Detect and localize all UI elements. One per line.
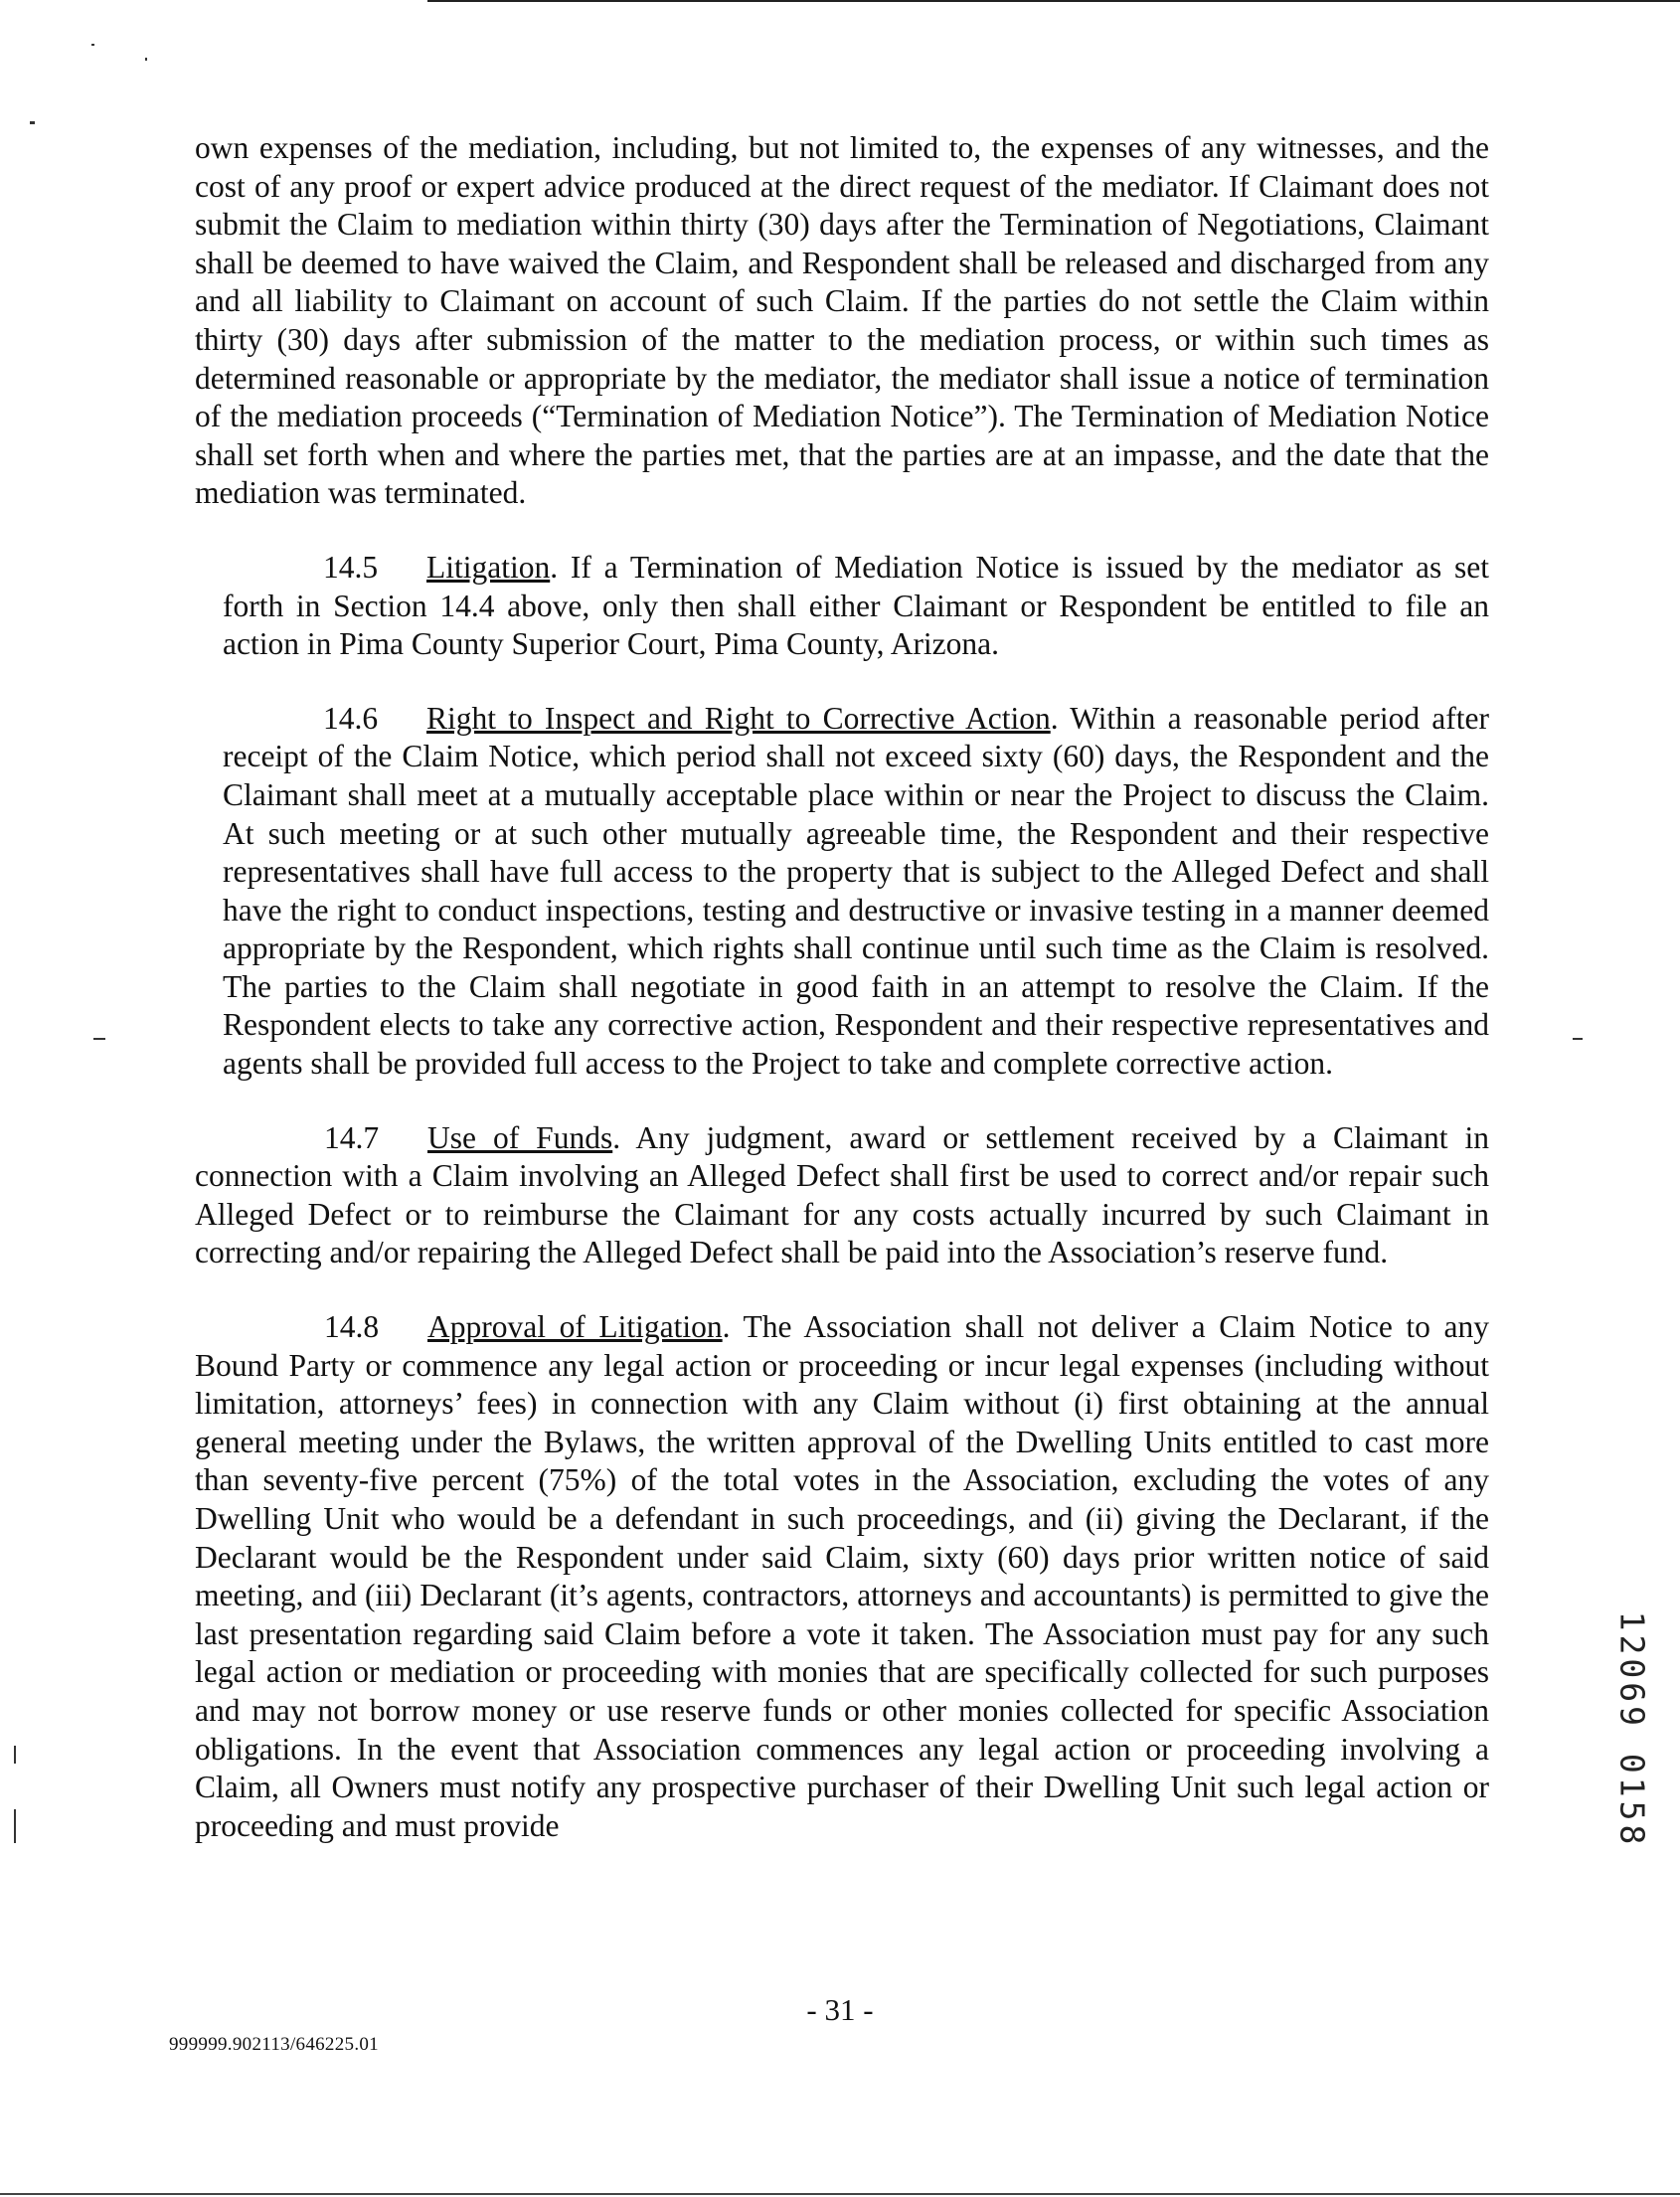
scan-mark (14, 1746, 16, 1764)
continuation-paragraph: own expenses of the mediation, including, but not limited to, the expenses of any witnesses, and the cost of any proof or expert advice produced at the direct request of the mediator. If Claimant does not submit the Claim to mediation within thirty (30) days after the Termination of Negotiations, Claimant shall be deemed to have waived the Claim, and Respondent shall be released and discharged from any and all liability to Claimant on account of such Claim. If the parties do not settle the Claim within thirty (30) days after submission of the matter to the mediation process, or within such times as determined reasonable or appropriate by the mediator, the mediator shall issue a notice of termination of the mediation proceeds (“Termination of Mediation Notice”). The Termination of Mediation Notice shall set forth when and where the parties met, that the parties are at an impasse, and the date that the mediation was terminated. (195, 130, 1489, 511)
scan-mark (145, 58, 147, 61)
bottom-border-line (0, 2193, 1680, 2195)
recording-stamp (1602, 1601, 1662, 1859)
section-body: . The Association shall not deliver a Claim Notice to any Bound Party or commence any legal action or proceeding or incur legal expenses (including without limitation, attorneys’ fees) in connection with any Claim without (i) first obtaining at the annual general meeting under the Bylaws, the written approval of the Dwelling Units entitled to cast more than seventy-five percent (75%) of the total votes in the Association, excluding the votes of any Dwelling Unit who would be a defendant in such proceedings, and (ii) giving the Declarant, if the Declarant would be the Respondent under said Claim, sixty (60) days prior written notice of said meeting, and (iii) Declarant (it’s agents, contractors, attorneys and accountants) is permitted to give the last presentation regarding said Claim before a vote it taken. The Association must pay for any such legal action or mediation or proceeding with monies that are specifically collected for such purposes and may not borrow money or use reserve funds or other monies collected for specific Association obligations. In the event that Association commences any legal action or proceeding involving a Claim, all Owners must notify any prospective purchaser of their Dwelling Unit such legal action or proceeding and must provide (195, 1309, 1489, 1843)
section-heading: Right to Inspect and Right to Corrective Action (426, 700, 1051, 736)
recording-stamp-number: 12069 0158 (1612, 1610, 1652, 1849)
section-14-8 (195, 1308, 1489, 1845)
section-heading: Approval of Litigation (427, 1309, 723, 1345)
scan-mark (1573, 1038, 1583, 1040)
document-body (195, 129, 1489, 1845)
scan-mark (30, 121, 35, 124)
top-border-line (427, 0, 1680, 2)
section-number: 14.7 (324, 1119, 380, 1155)
section-14-7 (195, 1119, 1489, 1272)
scan-mark (14, 1809, 16, 1843)
section-14-6 (223, 700, 1489, 1084)
scan-mark (93, 1038, 105, 1040)
section-number: 14.5 (323, 549, 379, 585)
document-id: 999999.902113/646225.01 (169, 2034, 379, 2055)
section-body: . Within a reasonable period after receipt of the Claim Notice, which period shall not exceed sixty (60) days, the Respondent and the Claimant shall meet at a mutually acceptable place within or near the Project to discuss the Claim. At such meeting or at such other mutually agreeable time, the Respondent and their respective representatives shall have full access to the property that is subject to the Alleged Defect and shall have the right to conduct inspections, testing and destructive or invasive testing in a manner deemed appropriate by the Respondent, which rights shall continue until such time as the Claim is resolved. The parties to the Claim shall negotiate in good faith in an attempt to resolve the Claim. If the Respondent elects to take any corrective action, Respondent and their respective representatives and agents shall be provided full access to the Project to take and complete corrective action. (223, 700, 1490, 1082)
section-heading: Litigation (426, 549, 551, 585)
page-number: - 31 - (806, 1992, 874, 2027)
section-14-5 (223, 549, 1489, 664)
section-body: . If a Termination of Mediation Notice is issued by the mediator as set forth in Section 14.4 above, only then shall either Claimant or Respondent be entitled to file an action in Pima County Superior Court, Pima County, Arizona. (223, 549, 1489, 662)
section-number: 14.6 (323, 700, 379, 736)
section-heading: Use of Funds (427, 1119, 613, 1155)
section-number: 14.8 (324, 1309, 380, 1345)
section-body: . Any judgment, award or settlement received by a Claimant in connection with a Claim involving an Alleged Defect shall first be used to correct and/or repair such Alleged Defect or to reimburse the Claimant for any costs actually incurred by such Claimant in correcting and/or repairing the Alleged Defect shall be paid into the Association’s reserve fund. (195, 1119, 1489, 1270)
scan-mark (91, 44, 94, 46)
